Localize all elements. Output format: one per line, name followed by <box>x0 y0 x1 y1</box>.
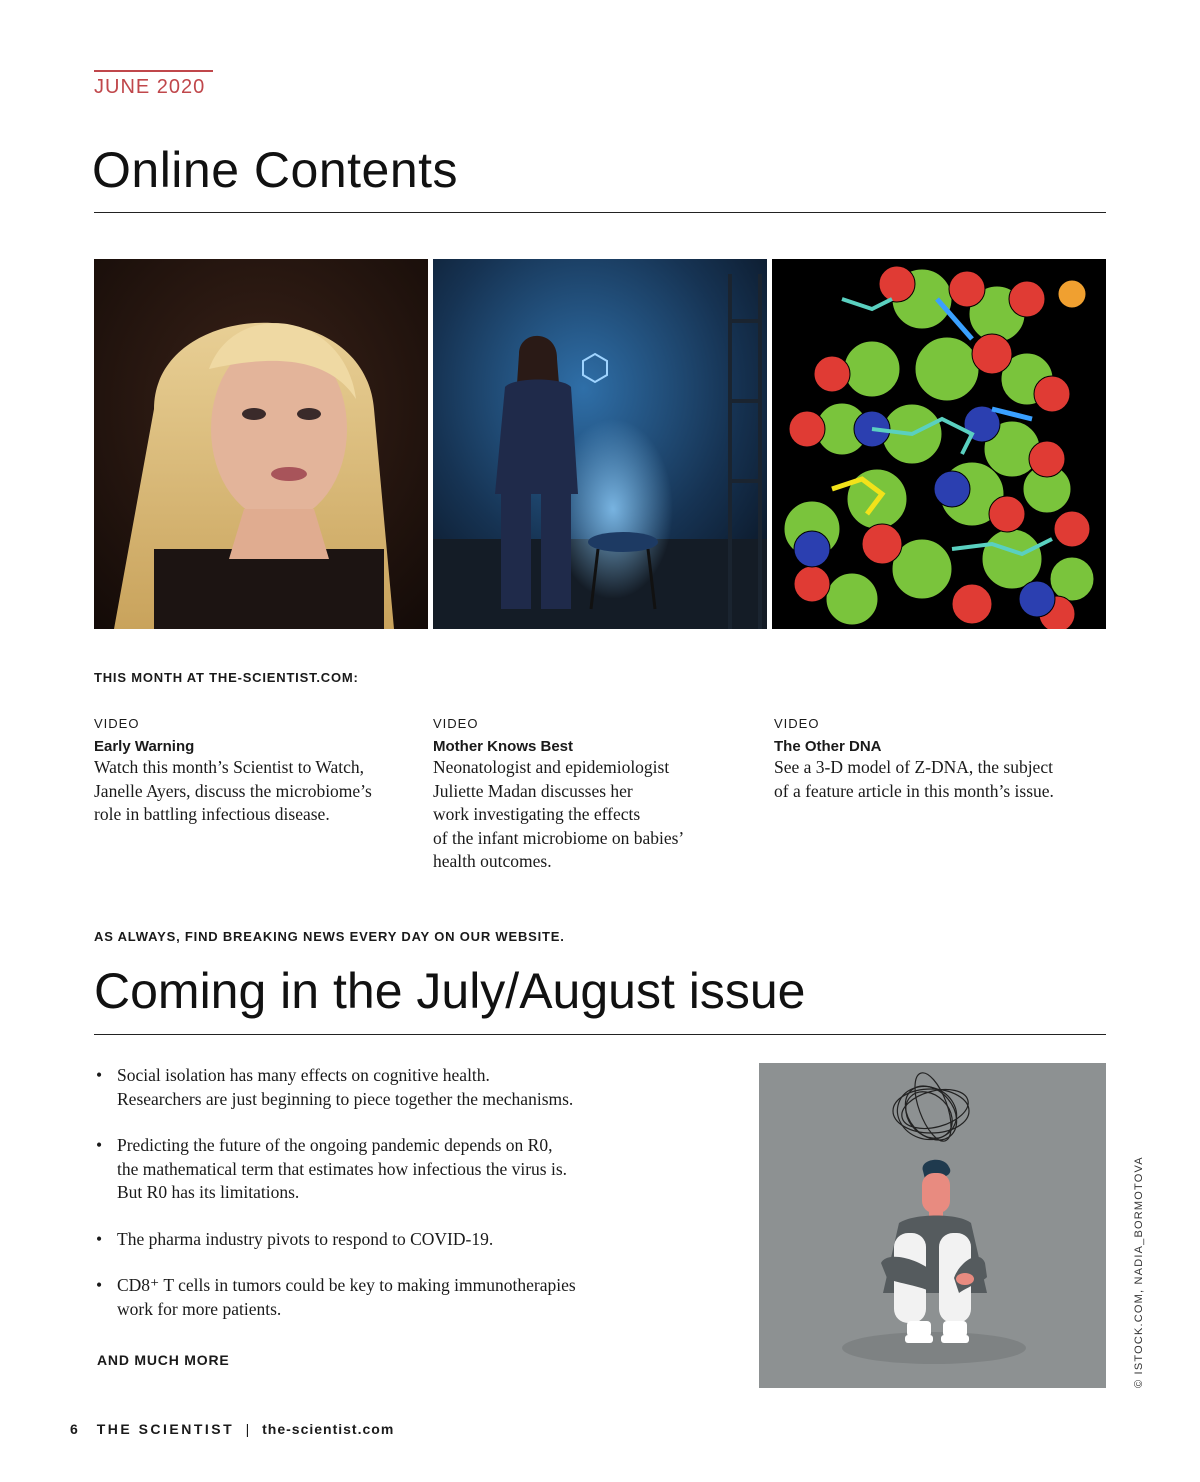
page-title: Online Contents <box>92 142 459 198</box>
item-kicker: VIDEO <box>433 716 479 731</box>
bullet-icon: • <box>96 1275 103 1295</box>
woman-portrait-image <box>94 259 428 629</box>
bullet-icon: • <box>96 1135 103 1155</box>
bullet-text: Predicting the future of the ongoing pandemic depends on R0, the mathematical term that estimates how infectious the virus is. But R0 has its limitations. <box>117 1135 568 1202</box>
z-dna-model-thumbnail[interactable] <box>772 259 1106 629</box>
this-month-label: THIS MONTH AT THE-SCIENTIST.COM: <box>94 670 359 685</box>
bullet-text: Social isolation has many effects on cognitive health. Researchers are just beginning to piece together the mechanisms. <box>117 1065 574 1109</box>
footer-separator: | <box>245 1421 251 1437</box>
page-number: 6 <box>70 1421 80 1437</box>
social-isolation-illustration <box>759 1063 1106 1388</box>
z-dna-molecule-image <box>772 259 1106 629</box>
item-kicker: VIDEO <box>774 716 820 731</box>
bullet-icon: • <box>96 1065 103 1085</box>
video-thumbnail-early-warning[interactable] <box>94 259 428 629</box>
item-headline[interactable]: The Other DNA <box>774 738 882 755</box>
bullet-text: CD8⁺ T cells in tumors could be key to making immunotherapies work for more patients. <box>117 1275 576 1319</box>
item-description: See a 3-D model of Z-DNA, the subject of a feature article in this month’s issue. <box>774 757 1054 801</box>
isolated-person-illustration <box>759 1063 1106 1388</box>
magazine-name: THE SCIENTIST <box>96 1421 235 1437</box>
item-kicker: VIDEO <box>94 716 140 731</box>
item-the-other-dna <box>774 716 1094 803</box>
coming-issue-title: Coming in the July/August issue <box>94 963 806 1019</box>
item-description: Watch this month’s Scientist to Watch, Janelle Ayers, discuss the microbiome’s role in battling infectious disease. <box>94 757 372 824</box>
photo-credit: © ISTOCK.COM, NADIA_BORMOTOVA <box>1133 1156 1145 1388</box>
video-thumbnail-mother-knows-best[interactable] <box>433 259 767 629</box>
breaking-news-note: AS ALWAYS, FIND BREAKING NEWS EVERY DAY ON OUR WEBSITE. <box>94 929 565 944</box>
website-link[interactable]: the-scientist.com <box>262 1421 395 1437</box>
title-divider <box>94 212 1106 213</box>
item-description: Neonatologist and epidemiologist Juliette Madan discusses her work investigating the effects of the infant microbiome on babies’ health outcomes. <box>433 757 685 871</box>
item-mother-knows-best <box>433 716 733 874</box>
bullet-icon: • <box>96 1228 103 1249</box>
item-headline[interactable]: Early Warning <box>94 738 195 755</box>
issue-date-rule <box>94 70 213 72</box>
item-headline[interactable]: Mother Knows Best <box>433 738 574 755</box>
list-item <box>96 1134 656 1205</box>
coming-bullet-list <box>96 1064 656 1344</box>
list-item <box>96 1064 656 1111</box>
bullet-text: The pharma industry pivots to respond to COVID-19. <box>117 1228 494 1249</box>
page-footer <box>70 1421 394 1437</box>
list-item <box>96 1228 656 1252</box>
studio-speaker-image <box>433 259 767 629</box>
coming-divider <box>94 1034 1106 1035</box>
and-much-more: AND MUCH MORE <box>97 1352 230 1368</box>
item-early-warning <box>94 716 394 827</box>
issue-date: JUNE 2020 <box>94 76 206 98</box>
list-item <box>96 1274 656 1321</box>
